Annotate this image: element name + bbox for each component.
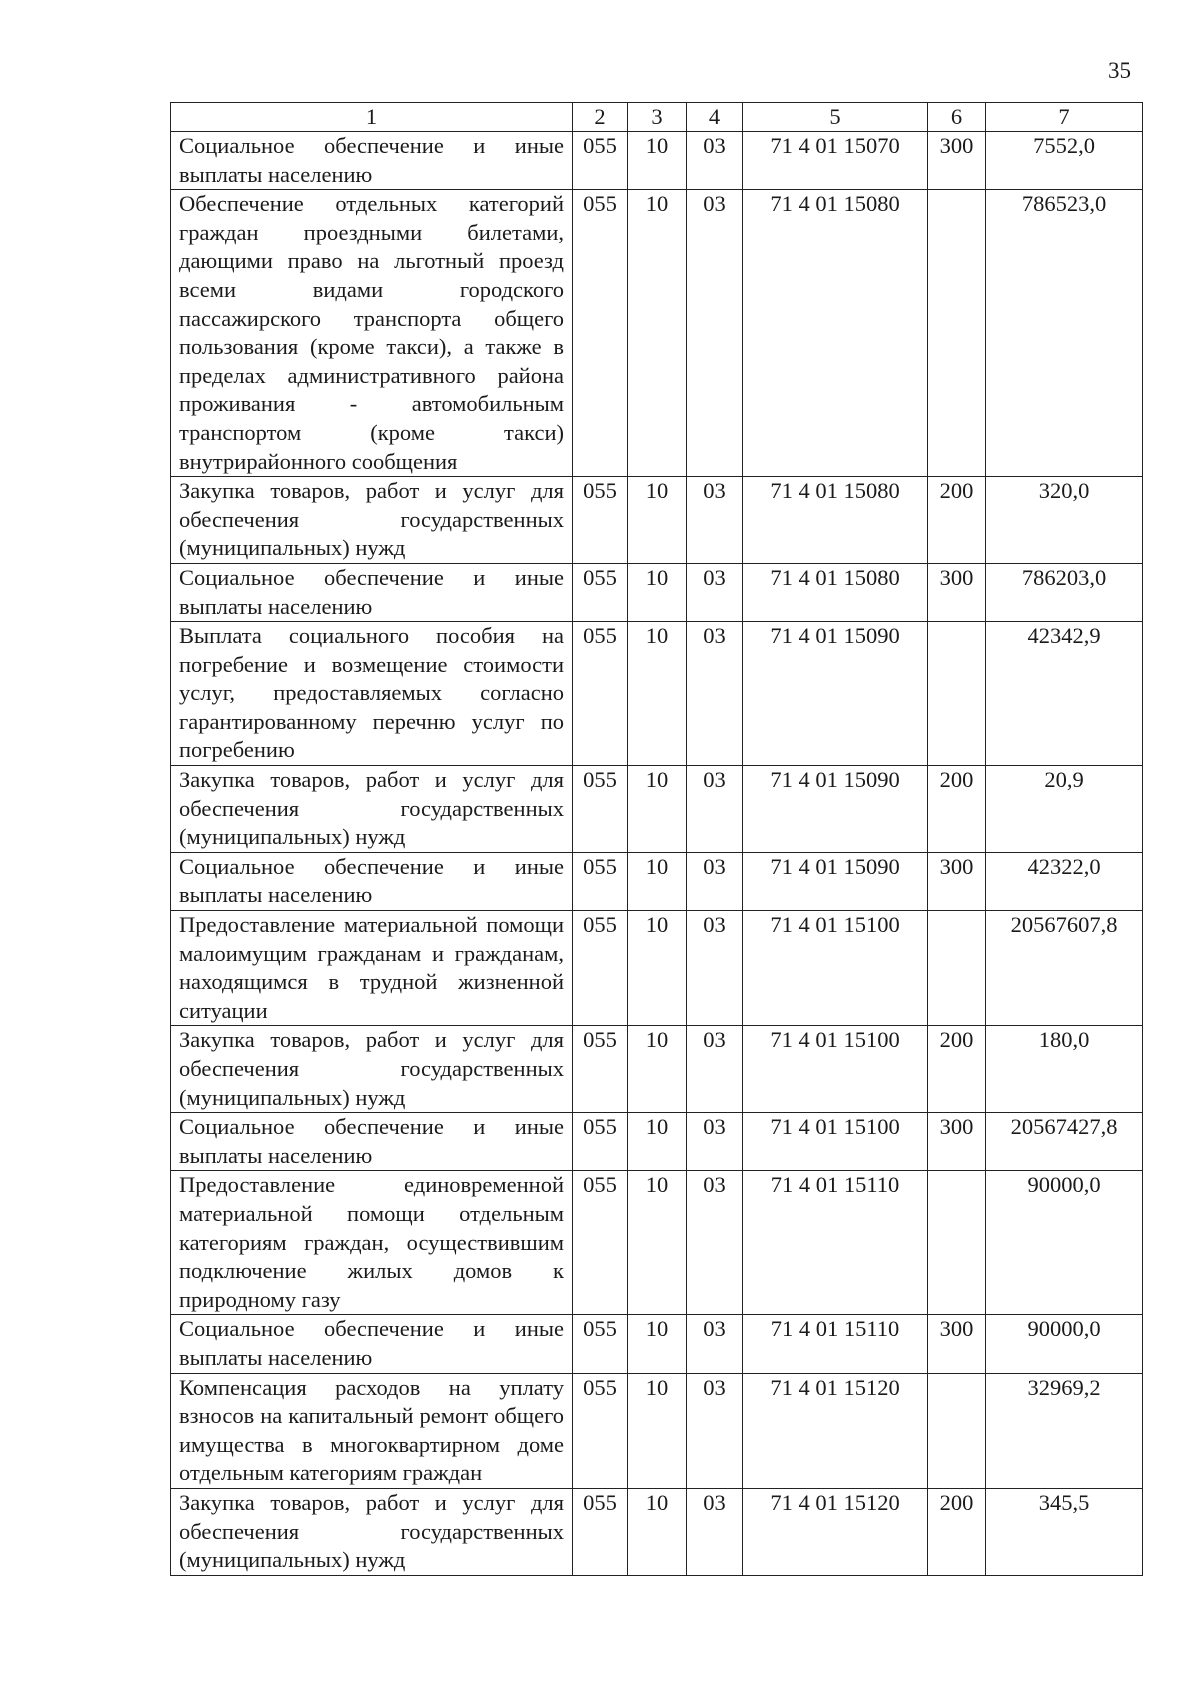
code-expense-type [928,911,986,1026]
table-row [171,477,1143,564]
code-section: 10 [628,766,687,853]
amount: 90000,0 [986,1171,1143,1315]
code-target-article: 71 4 01 15080 [743,563,928,621]
code-section: 10 [628,1373,687,1488]
item-name: Социальное обеспечение и иные выплаты населению [171,852,573,910]
code-ministry: 055 [573,1488,628,1575]
amount: 20,9 [986,766,1143,853]
code-subsection: 03 [687,190,743,477]
item-name: Социальное обеспечение и иные выплаты населению [171,1113,573,1171]
item-name: Социальное обеспечение и иные выплаты населению [171,132,573,190]
code-ministry: 055 [573,622,628,766]
column-header: 7 [986,103,1143,132]
code-target-article: 71 4 01 15070 [743,132,928,190]
code-section: 10 [628,477,687,564]
code-ministry: 055 [573,1315,628,1373]
column-header: 5 [743,103,928,132]
code-subsection: 03 [687,132,743,190]
column-header: 3 [628,103,687,132]
code-subsection: 03 [687,1026,743,1113]
code-expense-type: 300 [928,563,986,621]
column-header: 2 [573,103,628,132]
code-expense-type: 200 [928,766,986,853]
code-target-article: 71 4 01 15120 [743,1488,928,1575]
code-target-article: 71 4 01 15100 [743,1026,928,1113]
code-expense-type: 300 [928,852,986,910]
item-name: Закупка товаров, работ и услуг для обеспечения государственных (муниципальных) нужд [171,766,573,853]
code-target-article: 71 4 01 15090 [743,852,928,910]
code-target-article: 71 4 01 15110 [743,1171,928,1315]
item-name: Компенсация расходов на уплату взносов на капитальный ремонт общего имущества в многоквартирном доме отдельным категориям граждан [171,1373,573,1488]
code-subsection: 03 [687,563,743,621]
table-row [171,132,1143,190]
code-expense-type: 200 [928,477,986,564]
amount: 345,5 [986,1488,1143,1575]
table-row [171,911,1143,1026]
table-row [171,622,1143,766]
table-row [171,1113,1143,1171]
table-row [171,766,1143,853]
code-subsection: 03 [687,1373,743,1488]
code-ministry: 055 [573,1113,628,1171]
table-row [171,852,1143,910]
table-row [171,1026,1143,1113]
amount: 786523,0 [986,190,1143,477]
table-row [171,1488,1143,1575]
code-target-article: 71 4 01 15100 [743,1113,928,1171]
code-expense-type [928,1171,986,1315]
code-section: 10 [628,622,687,766]
item-name: Закупка товаров, работ и услуг для обеспечения государственных (муниципальных) нужд [171,1026,573,1113]
code-ministry: 055 [573,1373,628,1488]
column-header: 1 [171,103,573,132]
code-ministry: 055 [573,852,628,910]
item-name: Предоставление единовременной материальной помощи отдельным категориям граждан, осуществившим подключение жилых домов к природному газу [171,1171,573,1315]
budget-table [170,102,1143,1576]
code-target-article: 71 4 01 15120 [743,1373,928,1488]
code-section: 10 [628,911,687,1026]
code-expense-type: 200 [928,1488,986,1575]
item-name: Закупка товаров, работ и услуг для обеспечения государственных (муниципальных) нужд [171,1488,573,1575]
code-section: 10 [628,132,687,190]
code-ministry: 055 [573,563,628,621]
code-target-article: 71 4 01 15090 [743,622,928,766]
code-target-article: 71 4 01 15080 [743,477,928,564]
page-number: 35 [1108,58,1131,83]
code-subsection: 03 [687,1488,743,1575]
amount: 42342,9 [986,622,1143,766]
code-subsection: 03 [687,622,743,766]
code-subsection: 03 [687,1171,743,1315]
amount: 7552,0 [986,132,1143,190]
item-name: Обеспечение отдельных категорий граждан проездными билетами, дающими право на льготный проезд всеми видами городского пассажирского транспорта общего пользования (кроме такси), а также в пределах административного района проживания - автомобильным транспортом (кроме такси) внутрирайонного сообщения [171,190,573,477]
code-section: 10 [628,852,687,910]
table-row [171,1315,1143,1373]
table-row [171,1373,1143,1488]
item-name: Выплата социального пособия на погребение и возмещение стоимости услуг, предоставляемых согласно гарантированному перечню услуг по погребению [171,622,573,766]
code-target-article: 71 4 01 15100 [743,911,928,1026]
column-header: 6 [928,103,986,132]
code-section: 10 [628,1113,687,1171]
code-section: 10 [628,1026,687,1113]
code-ministry: 055 [573,1171,628,1315]
code-ministry: 055 [573,911,628,1026]
amount: 180,0 [986,1026,1143,1113]
code-ministry: 055 [573,766,628,853]
item-name: Социальное обеспечение и иные выплаты населению [171,1315,573,1373]
code-target-article: 71 4 01 15110 [743,1315,928,1373]
header-row [171,103,1143,132]
code-subsection: 03 [687,1315,743,1373]
item-name: Предоставление материальной помощи малоимущим гражданам и гражданам, находящимся в трудной жизненной ситуации [171,911,573,1026]
amount: 20567607,8 [986,911,1143,1026]
table-row [171,190,1143,477]
code-ministry: 055 [573,132,628,190]
amount: 20567427,8 [986,1113,1143,1171]
code-section: 10 [628,1171,687,1315]
code-subsection: 03 [687,766,743,853]
code-expense-type: 300 [928,132,986,190]
code-target-article: 71 4 01 15090 [743,766,928,853]
amount: 320,0 [986,477,1143,564]
column-header: 4 [687,103,743,132]
code-subsection: 03 [687,911,743,1026]
code-section: 10 [628,1315,687,1373]
code-section: 10 [628,1488,687,1575]
code-subsection: 03 [687,852,743,910]
code-expense-type [928,190,986,477]
code-ministry: 055 [573,1026,628,1113]
amount: 90000,0 [986,1315,1143,1373]
table-row [171,563,1143,621]
code-section: 10 [628,563,687,621]
code-subsection: 03 [687,1113,743,1171]
code-expense-type: 200 [928,1026,986,1113]
item-name: Социальное обеспечение и иные выплаты населению [171,563,573,621]
code-subsection: 03 [687,477,743,564]
code-expense-type [928,622,986,766]
code-expense-type: 300 [928,1315,986,1373]
code-ministry: 055 [573,477,628,564]
code-expense-type [928,1373,986,1488]
code-ministry: 055 [573,190,628,477]
amount: 42322,0 [986,852,1143,910]
amount: 786203,0 [986,563,1143,621]
amount: 32969,2 [986,1373,1143,1488]
item-name: Закупка товаров, работ и услуг для обеспечения государственных (муниципальных) нужд [171,477,573,564]
table-row [171,1171,1143,1315]
code-target-article: 71 4 01 15080 [743,190,928,477]
code-expense-type: 300 [928,1113,986,1171]
code-section: 10 [628,190,687,477]
